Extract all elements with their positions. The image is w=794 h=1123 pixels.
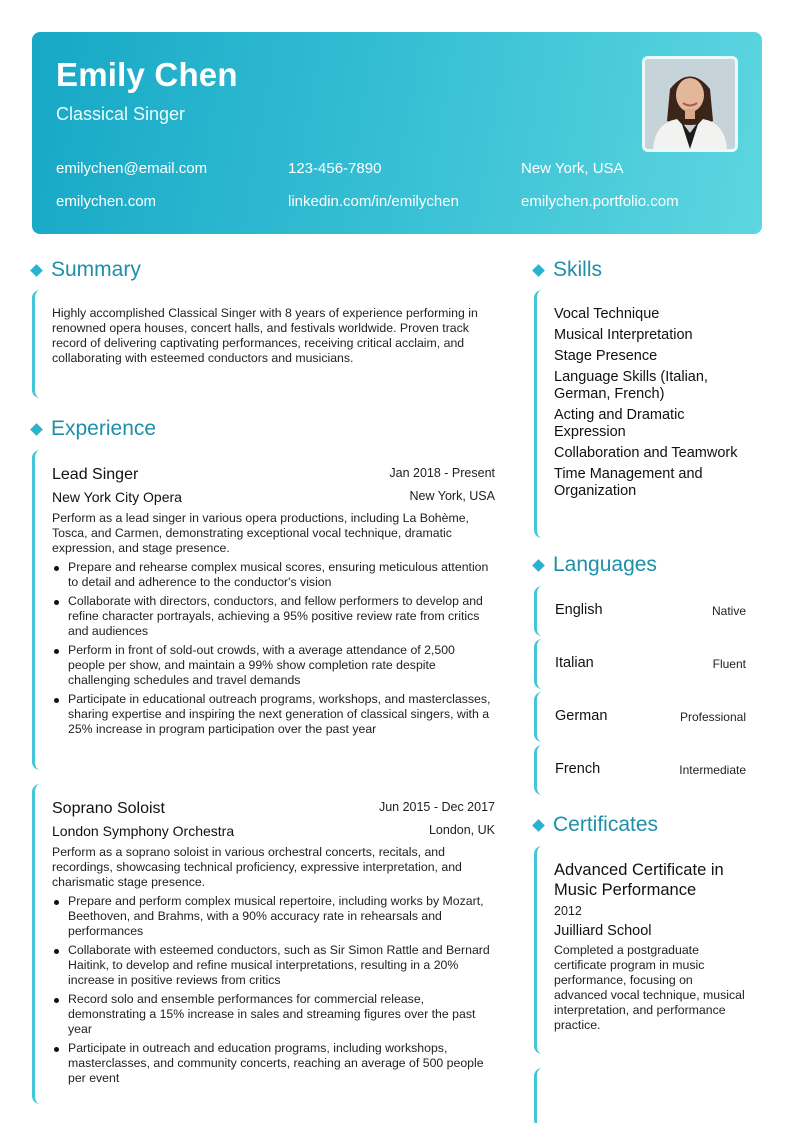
job-description: Perform as a lead singer in various opera productions, including La Bohème, Tosca, and Carmen, demonstrating exceptional vocal technique, dramatic expression, and stage presence. [52, 511, 469, 555]
job-company: London Symphony Orchestra [52, 823, 235, 839]
contact-website[interactable]: emilychen.com [56, 193, 157, 210]
list-item: Record solo and ensemble performances for commercial release, demonstrating a 15% increase in sales and streaming figures over the past year [52, 992, 495, 1037]
job-title: Lead Singer [52, 466, 139, 483]
languages-heading [532, 553, 657, 577]
language-item [534, 745, 746, 795]
language-item [534, 639, 746, 689]
profile-photo-image [645, 59, 735, 149]
list-item: Participate in outreach and education programs, including workshops, masterclasses, and community concerts, reaching an average of 500 people per event [52, 1041, 495, 1086]
skill-item: Language Skills (Italian, German, French) [554, 369, 708, 402]
language-item [534, 586, 746, 636]
job-company: New York City Opera [52, 489, 182, 505]
job-bullets [52, 560, 495, 737]
experience-item [32, 784, 495, 1104]
summary-block [32, 290, 495, 398]
job-title: Soprano Soloist [52, 800, 165, 817]
contact-location: New York, USA [521, 160, 624, 177]
diamond-icon [532, 559, 545, 572]
list-item: Participate in educational outreach programs, workshops, and masterclasses, sharing expertise and inspiring the next generation of classical singers, with a 25% increase in program participation over the past year [52, 692, 495, 737]
skill-item: Acting and Dramatic Expression [554, 407, 685, 440]
candidate-title: Classical Singer [56, 104, 186, 124]
certificate-year: 2012 [554, 904, 582, 918]
skill-item: Stage Presence [554, 348, 658, 364]
skill-item: Vocal Technique [554, 306, 660, 322]
profile-photo [642, 56, 738, 152]
experience-item [32, 450, 495, 770]
job-location: London, UK [428, 823, 495, 837]
list-item: Collaborate with esteemed conductors, such as Sir Simon Rattle and Bernard Haitink, to develop and refine musical interpretations, resulting in a 20% increase in positive reviews from critics [52, 943, 495, 988]
certificates-heading-label: Certificates [553, 813, 659, 836]
skill-item: Time Management and Organization [554, 466, 703, 499]
candidate-name: Emily Chen [56, 56, 238, 93]
job-description: Perform as a soprano soloist in various orchestral concerts, recitals, and recordings, showcasing technical proficiency, expressive interpretation, and charismatic stage presence. [52, 845, 462, 889]
contact-phone[interactable]: 123-456-7890 [288, 160, 382, 177]
contact-email[interactable]: emilychen@email.com [56, 160, 208, 177]
language-name: Italian [555, 655, 594, 671]
list-item: Perform in front of sold-out crowds, with a average attendance of 2,500 people per show, and maintain a 99% show completion rate despite challenging schedules and travel demands [52, 643, 495, 688]
language-name: French [555, 761, 601, 777]
language-level: Professional [679, 710, 746, 724]
language-level: Native [711, 604, 746, 618]
list-item: Collaborate with directors, conductors, and fellow performers to develop and refine character portrayals, achieving a 95% positive review rate from critics and audiences [52, 594, 495, 639]
certificate-title: Advanced Certificate in Music Performance [554, 861, 724, 899]
skills-block [534, 290, 746, 538]
contact-portfolio[interactable]: emilychen.portfolio.com [521, 193, 679, 210]
summary-heading [30, 258, 141, 282]
language-level: Intermediate [679, 763, 746, 777]
skills-heading [532, 258, 602, 282]
diamond-icon [30, 423, 43, 436]
skills-heading-label: Skills [553, 258, 603, 281]
language-name: German [555, 708, 608, 724]
job-date: Jun 2015 - Dec 2017 [378, 800, 495, 814]
experience-heading-label: Experience [51, 417, 157, 440]
job-bullets [52, 894, 495, 1086]
job-date: Jan 2018 - Present [389, 466, 495, 480]
list-item: Prepare and perform complex musical repertoire, including works by Mozart, Beethoven, and Brahms, with a 90% accuracy rate in rehearsals and performances [52, 894, 495, 939]
certificates-heading [532, 813, 658, 837]
diamond-icon [532, 264, 545, 277]
summary-heading-label: Summary [51, 258, 141, 281]
skill-item: Musical Interpretation [554, 327, 693, 343]
languages-heading-label: Languages [553, 553, 657, 576]
job-location: New York, USA [409, 489, 495, 503]
language-name: English [555, 602, 603, 618]
certificate-school: Juilliard School [554, 923, 652, 939]
resume-header [32, 32, 762, 234]
summary-text: Highly accomplished Classical Singer with 8 years of experience performing in renowned opera houses, concert halls, and festivals worldwide. Proven track record of delivering captivating performances, receiving critical acclaim, and collaborating with esteemed conductors and musicians. [52, 306, 478, 365]
certificate-item [534, 846, 746, 1054]
certificate-item-continued [534, 1068, 746, 1123]
experience-heading [30, 417, 156, 441]
skill-item: Collaboration and Teamwork [554, 445, 738, 461]
contact-linkedin[interactable]: linkedin.com/in/emilychen [288, 193, 459, 210]
diamond-icon [532, 819, 545, 832]
diamond-icon [30, 264, 43, 277]
language-item [534, 692, 746, 742]
language-level: Fluent [712, 657, 746, 671]
list-item: Prepare and rehearse complex musical scores, ensuring meticulous attention to detail and adherence to the conductor's vision [52, 560, 495, 590]
certificate-description: Completed a postgraduate certificate program in music performance, focusing on advanced vocal technique, musical interpretation, and performance practice. [554, 943, 745, 1032]
